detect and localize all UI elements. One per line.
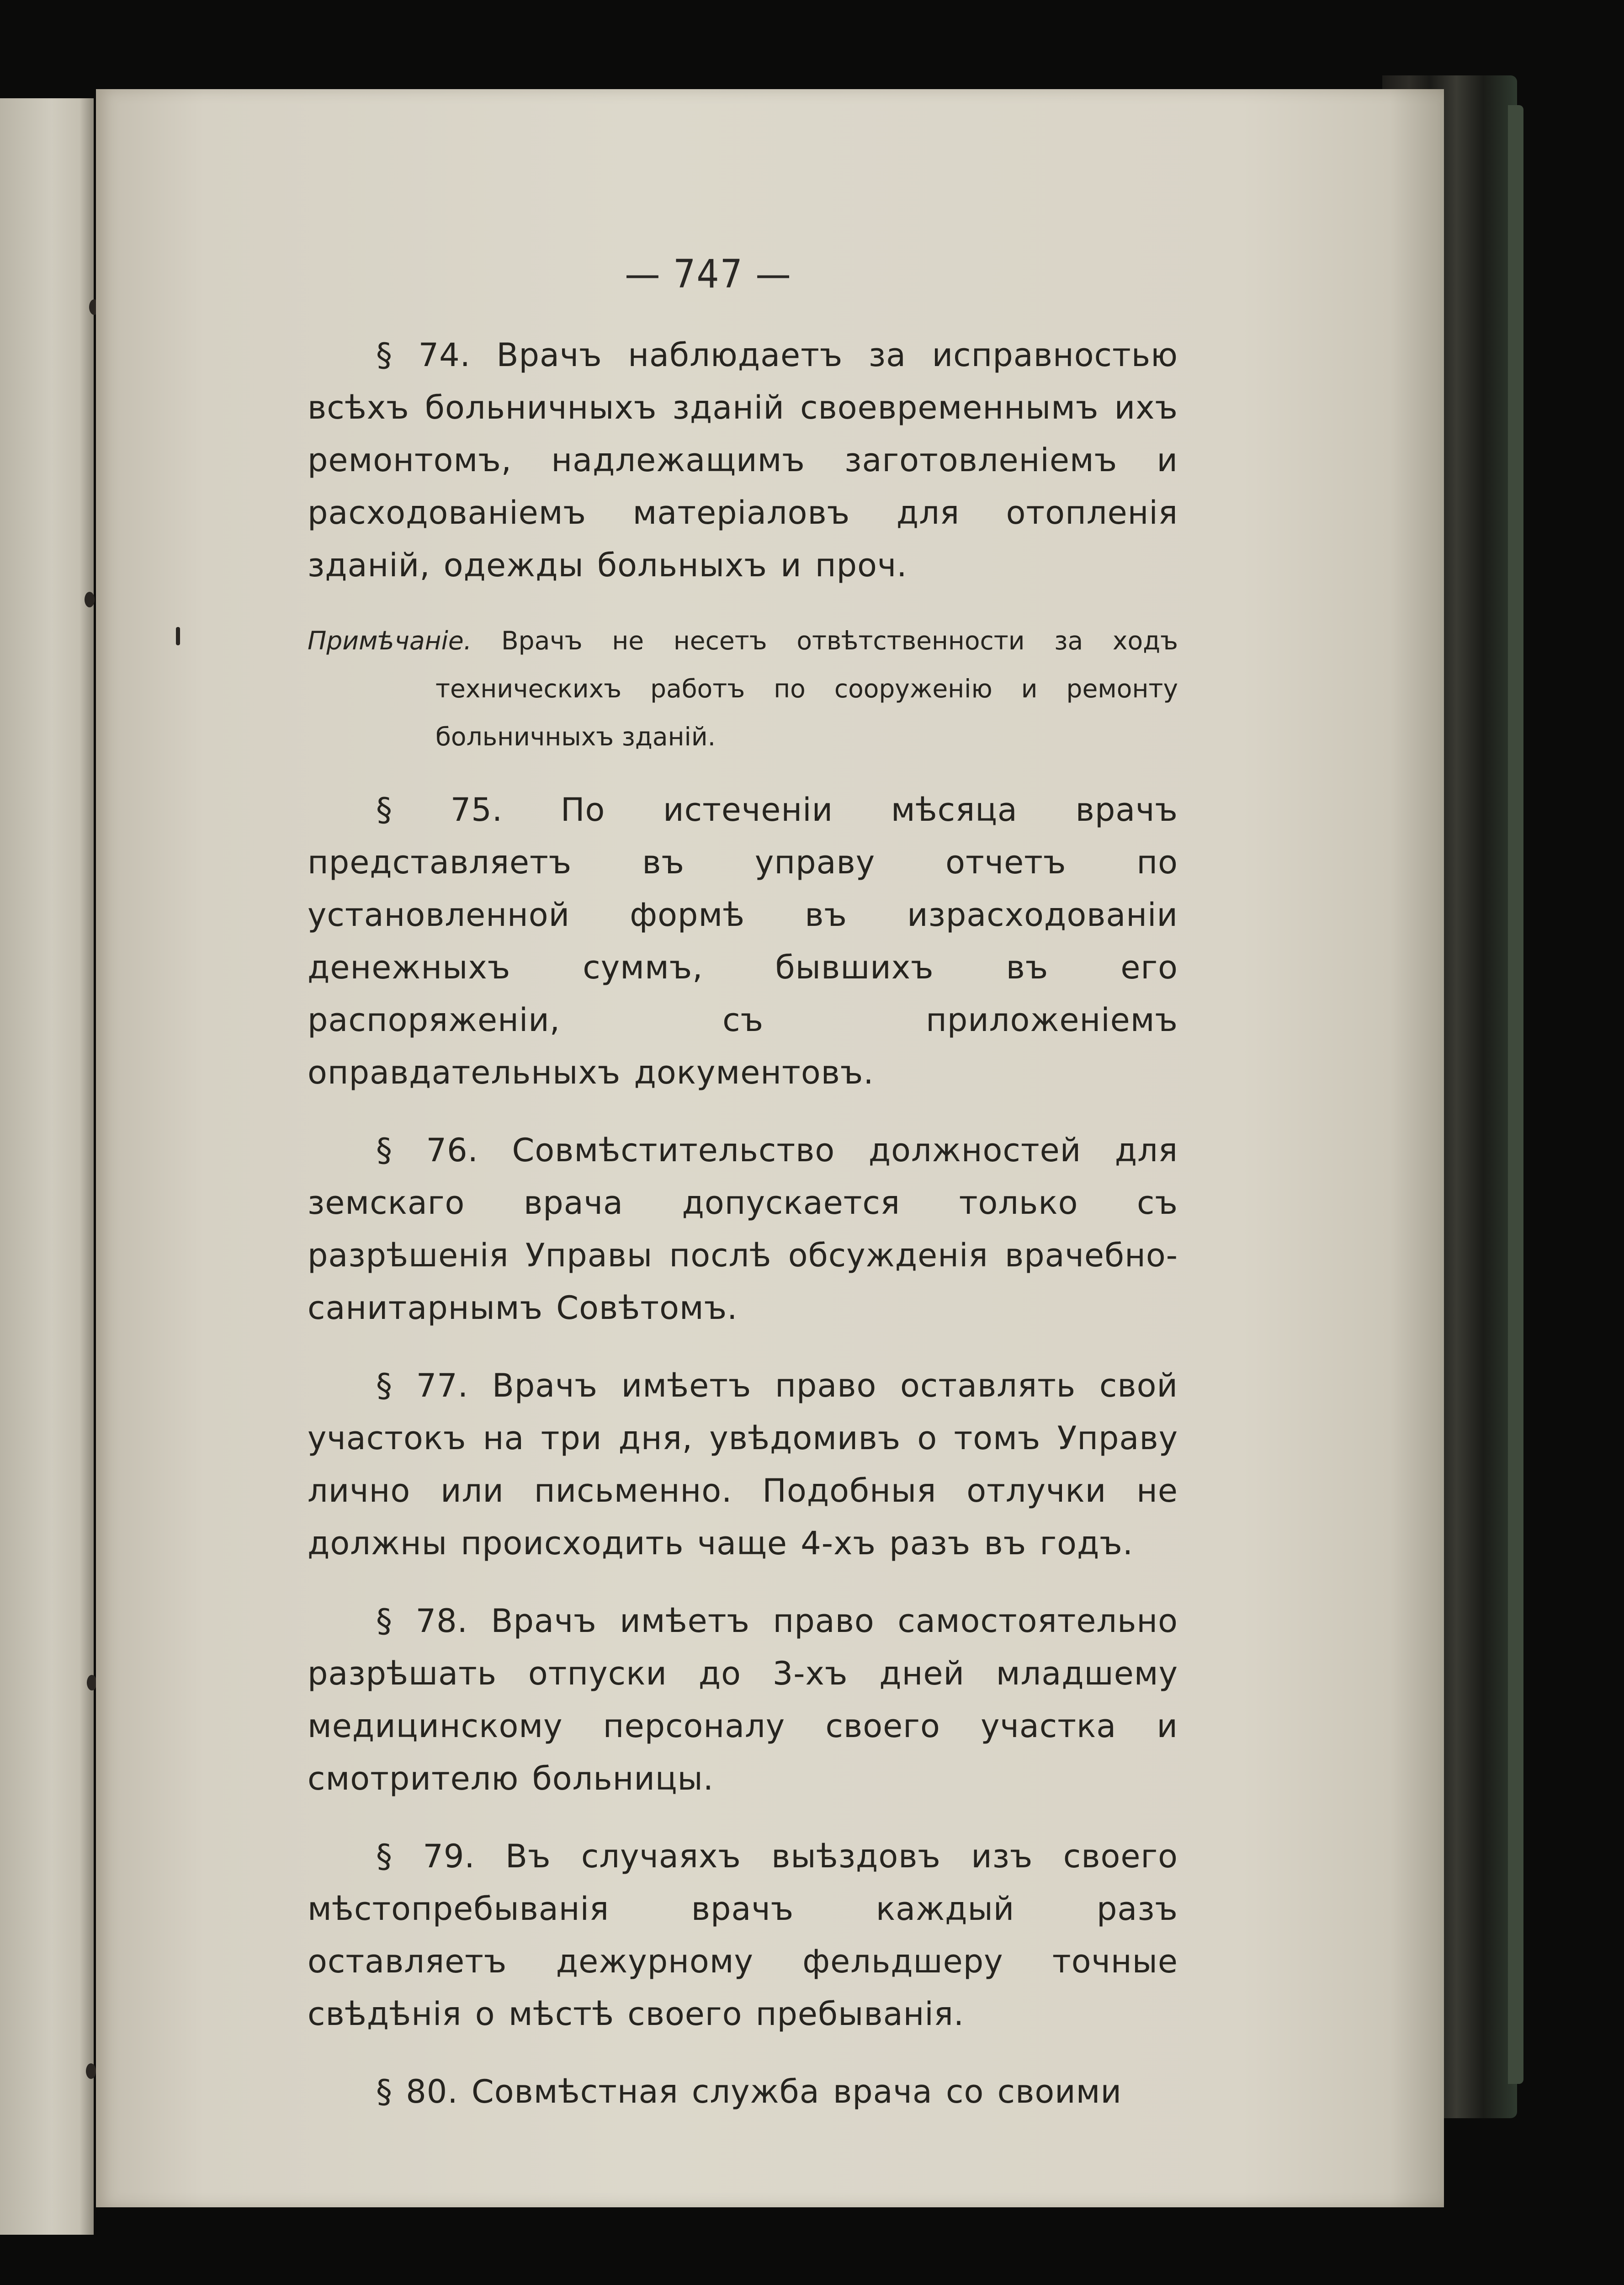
paragraph-79: § 79. Въ случаяхъ выѣздовъ изъ своего мѣстопребыванія врачъ каждый разъ оставляетъ дежурному фельдшеру точные свѣдѣнія о мѣстѣ своего пребыванія.	[308, 1838, 1178, 2033]
paragraph-77: § 77. Врачъ имѣетъ право оставлять свой участокъ на три дня, увѣдомивъ о томъ Управу лично или письменно. Подобныя отлучки не должны происходить чаще 4-хъ разъ въ годъ.	[308, 1367, 1178, 1562]
page-body	[308, 329, 1178, 2143]
binding-hole	[87, 1675, 97, 1690]
book-cover-edge	[1508, 105, 1523, 2084]
paragraph-74: § 74. Врачъ наблюдаетъ за исправностью всѣхъ больничныхъ зданій своевременнымъ ихъ ремонтомъ, надлежащимъ заготовленіемъ и расходованіемъ матеріаловъ для отопленія зданій, одежды больныхъ и проч.	[308, 336, 1178, 584]
paragraph-76: § 76. Совмѣстительство должностей для земскаго врача допускается только съ разрѣшенія Управы послѣ обсужденія врачебно-санитарнымъ Совѣтомъ.	[308, 1132, 1178, 1327]
paragraph-80: § 80. Совмѣстная служба врача со своими	[376, 2073, 1122, 2110]
previous-page-edge	[0, 98, 94, 2235]
page-number: — 747 —	[625, 251, 792, 297]
ink-mark	[176, 627, 180, 645]
paragraph-78: § 78. Врачъ имѣетъ право самостоятельно разрѣшать отпуски до 3-хъ дней младшему медицинскому персоналу своего участка и смотрителю больницы.	[308, 1602, 1178, 1797]
footnote	[308, 617, 1178, 761]
footnote-label: Примѣчаніе.	[308, 626, 472, 655]
footnote-text: Врачъ не несетъ отвѣтственности за ходъ техническихъ работъ по сооруженію и ремонту больничныхъ зданій.	[435, 626, 1178, 751]
binding-hole	[86, 2063, 96, 2079]
binding-hole	[85, 592, 95, 607]
paragraph-75: § 75. По истеченіи мѣсяца врачъ представляетъ въ управу отчетъ по установленной формѣ въ израсходованіи денежныхъ суммъ, бывшихъ въ его распоряженіи, съ приложеніемъ оправдательныхъ документовъ.	[308, 791, 1178, 1091]
